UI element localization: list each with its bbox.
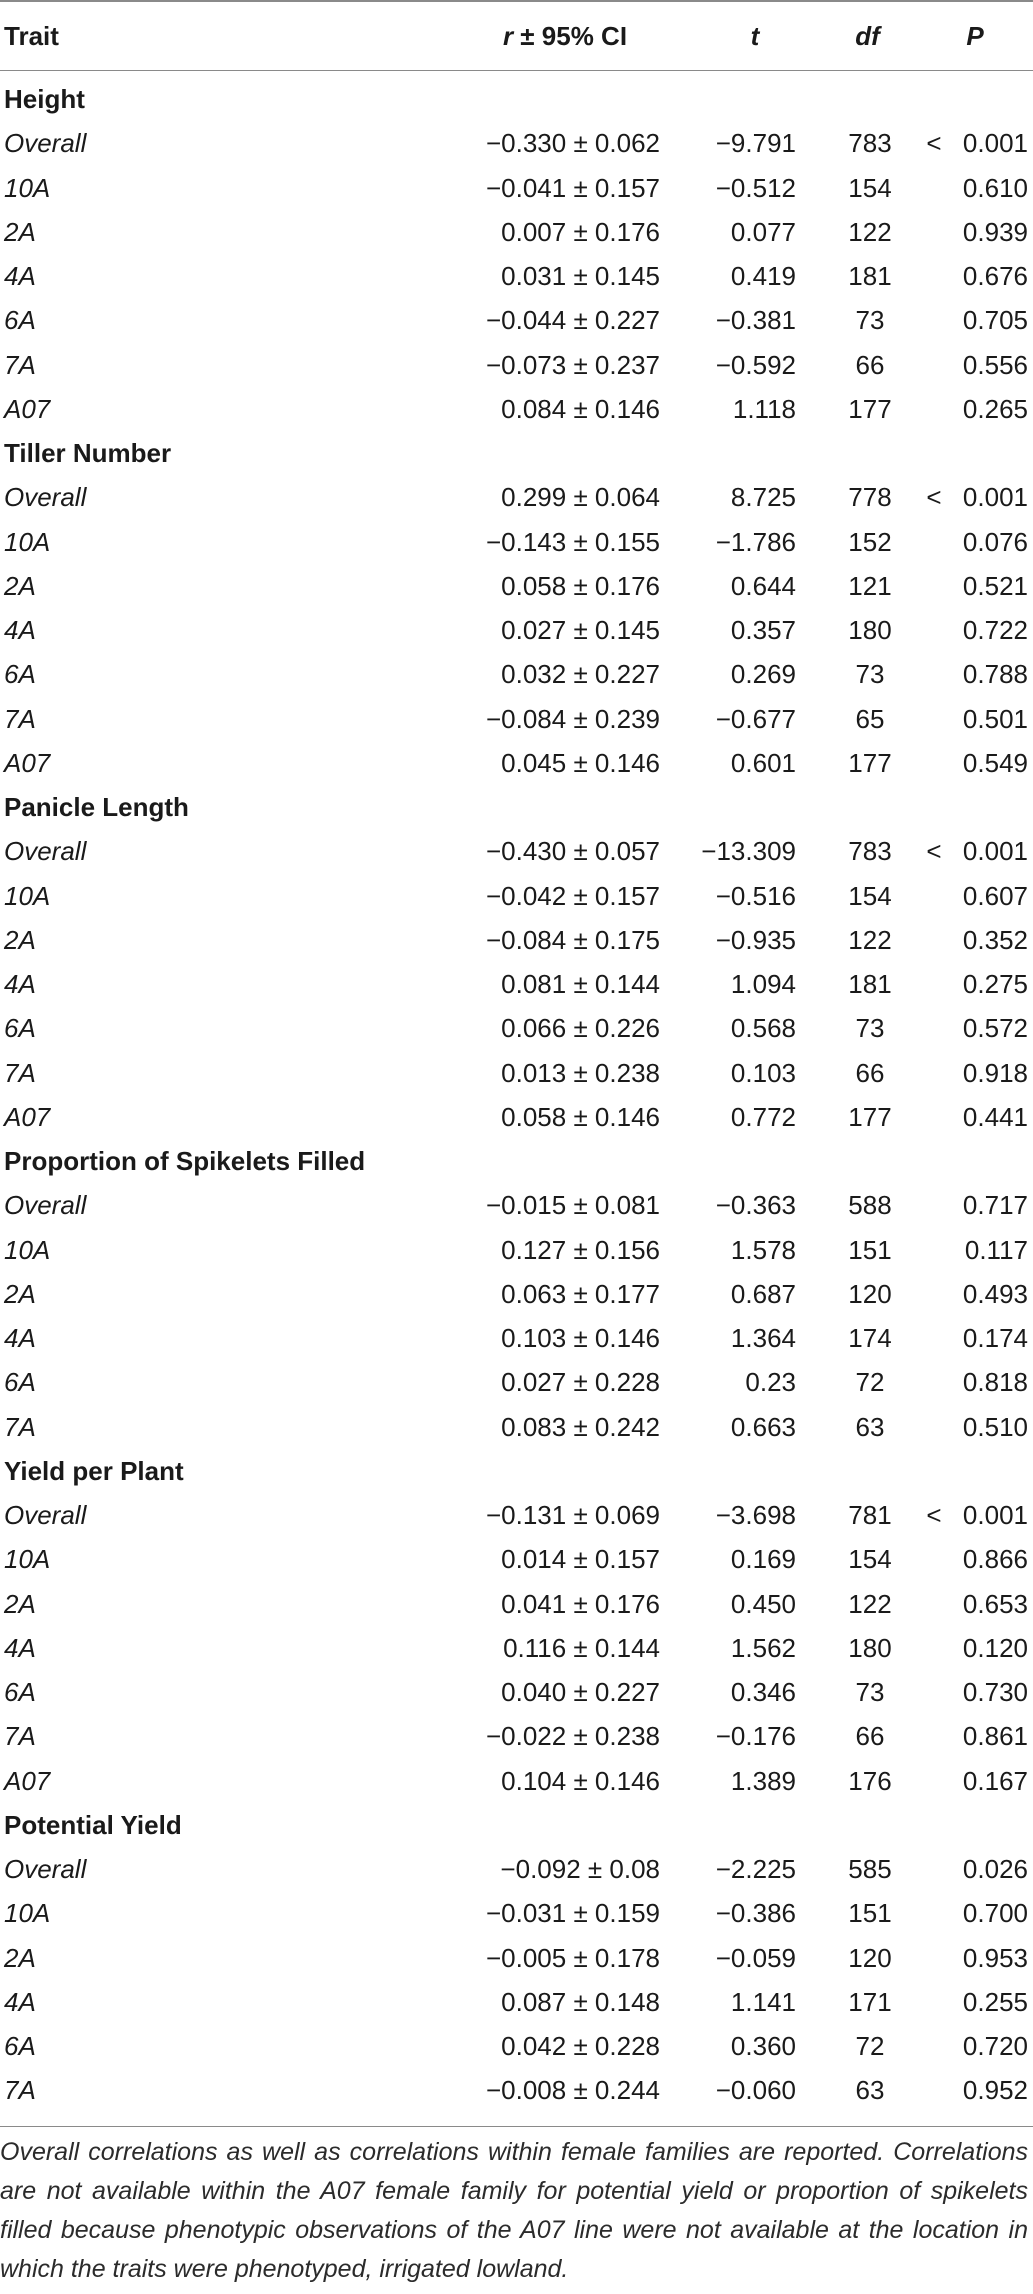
table-row xyxy=(0,254,1033,298)
row-less-than: < xyxy=(926,1500,942,1530)
row-t-value: 1.118 xyxy=(732,393,796,424)
row-p-value: 0.866 xyxy=(962,1544,1028,1575)
row-p-value: 0.717 xyxy=(962,1190,1028,1221)
table-row xyxy=(0,520,1033,564)
row-family-name: 7A xyxy=(4,1721,36,1752)
row-t-value: −0.677 xyxy=(715,703,796,734)
row-df-value: 180 xyxy=(848,1632,892,1663)
table-row xyxy=(0,1272,1033,1316)
row-p-value: 0.001 xyxy=(962,128,1028,159)
row-r-ci: 0.031 ± 0.145 xyxy=(501,261,660,291)
row-family-name: Overall xyxy=(4,1500,87,1530)
row-df-value: 171 xyxy=(848,1986,892,2017)
row-r-ci: −0.042 ± 0.157 xyxy=(485,880,660,911)
row-df-value: 176 xyxy=(848,1765,892,1796)
row-family-name: 10A xyxy=(4,1234,51,1265)
row-r-ci: 0.040 ± 0.227 xyxy=(501,1677,660,1707)
row-family-name: 2A xyxy=(4,1942,36,1973)
table-bottom-rule xyxy=(0,2126,1033,2127)
row-df-value: 154 xyxy=(848,1544,892,1575)
group-title: Panicle Length xyxy=(4,792,189,822)
row-family-name: 6A xyxy=(4,2031,36,2061)
row-df-value: 783 xyxy=(848,836,892,867)
row-family-name: 10A xyxy=(4,1544,51,1575)
row-t-value: 0.169 xyxy=(730,1544,796,1575)
row-t-value: 0.103 xyxy=(730,1057,796,1088)
row-df-value: 122 xyxy=(848,216,892,247)
row-p-value: 0.676 xyxy=(962,261,1028,291)
row-r-ci: 0.066 ± 0.226 xyxy=(501,1013,660,1044)
table-row xyxy=(0,918,1033,962)
row-df-value: 174 xyxy=(848,1323,892,1353)
row-t-value: −3.698 xyxy=(715,1500,796,1530)
row-r-ci: −0.084 ± 0.239 xyxy=(485,703,660,734)
table-row xyxy=(0,2024,1033,2068)
row-r-ci: 0.127 ± 0.156 xyxy=(501,1234,660,1265)
table-footnote: Overall correlations as well as correlations within female families are reported. Correlations are not available within the A07 female family for potential yield or proportion of spikelets filled because phenotypic observations of the A07 line were not available at the location in which the traits were phenotyped, irrigated lowland. xyxy=(0,2138,1028,2283)
row-r-ci: 0.013 ± 0.238 xyxy=(501,1057,660,1088)
table-row xyxy=(0,962,1033,1006)
group-header-row xyxy=(0,785,1033,829)
row-df-value: 72 xyxy=(855,1367,885,1398)
row-r-ci: −0.330 ± 0.062 xyxy=(485,128,660,159)
row-t-value: 0.568 xyxy=(730,1013,796,1044)
row-r-ci: 0.104 ± 0.146 xyxy=(501,1765,660,1796)
row-t-value: 0.360 xyxy=(730,2031,796,2061)
row-family-name: 7A xyxy=(4,2075,36,2106)
row-t-value: −0.935 xyxy=(715,924,796,955)
row-family-name: Overall xyxy=(4,482,87,513)
row-t-value: 0.601 xyxy=(730,747,796,778)
row-df-value: 151 xyxy=(848,1234,892,1265)
row-t-value: −0.060 xyxy=(715,2075,796,2106)
table-row xyxy=(0,1493,1033,1537)
row-p-value: 0.730 xyxy=(962,1677,1028,1707)
table-row xyxy=(0,1670,1033,1714)
row-df-value: 73 xyxy=(855,659,885,690)
row-r-ci: −0.015 ± 0.081 xyxy=(485,1190,660,1221)
group-title: Tiller Number xyxy=(4,438,172,468)
row-r-ci: 0.027 ± 0.145 xyxy=(501,615,660,645)
table-row xyxy=(0,343,1033,387)
group-header-row xyxy=(0,77,1033,121)
table-row xyxy=(0,697,1033,741)
row-family-name: A07 xyxy=(4,393,51,424)
row-t-value: 0.357 xyxy=(730,615,796,645)
table-row xyxy=(0,1051,1033,1095)
row-family-name: Overall xyxy=(4,128,87,159)
header-p: P xyxy=(966,21,984,51)
row-family-name: 10A xyxy=(4,172,51,203)
group-header-row xyxy=(0,1449,1033,1493)
row-family-name: 7A xyxy=(4,703,36,734)
row-t-value: −2.225 xyxy=(715,1854,796,1884)
table-row xyxy=(0,564,1033,608)
row-df-value: 120 xyxy=(848,1942,892,1973)
table-row xyxy=(0,1405,1033,1449)
row-df-value: 154 xyxy=(848,172,892,203)
row-df-value: 65 xyxy=(855,703,885,734)
row-t-value: 0.077 xyxy=(730,216,796,247)
row-df-value: 783 xyxy=(848,128,892,159)
row-less-than: < xyxy=(926,482,942,513)
row-df-value: 121 xyxy=(848,570,892,601)
row-r-ci: 0.081 ± 0.144 xyxy=(501,969,660,999)
row-family-name: 2A xyxy=(4,570,36,601)
row-t-value: −0.512 xyxy=(715,172,796,203)
row-p-value: 0.952 xyxy=(962,2075,1028,2106)
row-p-value: 0.722 xyxy=(962,615,1028,645)
row-df-value: 181 xyxy=(848,969,892,999)
row-p-value: 0.117 xyxy=(964,1234,1028,1265)
row-df-value: 73 xyxy=(855,305,885,336)
group-title: Potential Yield xyxy=(4,1809,182,1840)
row-df-value: 177 xyxy=(848,393,892,424)
table-row xyxy=(0,1626,1033,1670)
row-family-name: 7A xyxy=(4,1057,36,1088)
row-p-value: 0.501 xyxy=(962,703,1028,734)
row-df-value: 66 xyxy=(855,349,885,380)
table-row xyxy=(0,1582,1033,1626)
row-df-value: 151 xyxy=(848,1898,892,1929)
row-p-value: 0.556 xyxy=(962,349,1028,380)
row-p-value: 0.610 xyxy=(962,172,1028,203)
row-t-value: −9.791 xyxy=(715,128,796,159)
row-family-name: A07 xyxy=(4,1765,51,1796)
row-t-value: −0.363 xyxy=(715,1190,796,1221)
row-p-value: 0.653 xyxy=(962,1588,1028,1619)
header-trait: Trait xyxy=(4,21,59,51)
row-r-ci: −0.092 ± 0.08 xyxy=(500,1854,660,1884)
row-p-value: 0.275 xyxy=(962,969,1028,999)
row-r-ci: −0.143 ± 0.155 xyxy=(485,526,660,557)
row-df-value: 152 xyxy=(848,526,892,557)
table-body xyxy=(0,77,1033,2113)
table-row xyxy=(0,1891,1033,1935)
row-r-ci: 0.083 ± 0.242 xyxy=(501,1411,660,1442)
row-p-value: 0.818 xyxy=(962,1367,1028,1398)
row-family-name: 4A xyxy=(4,615,36,645)
row-df-value: 181 xyxy=(848,261,892,291)
row-t-value: 0.687 xyxy=(730,1278,796,1309)
table-row xyxy=(0,298,1033,342)
row-r-ci: −0.041 ± 0.157 xyxy=(485,172,660,203)
row-family-name: 6A xyxy=(4,659,36,690)
table-row xyxy=(0,741,1033,785)
group-header-row xyxy=(0,1803,1033,1847)
row-p-value: 0.700 xyxy=(962,1898,1028,1929)
header-r-symbol: r xyxy=(502,21,514,51)
row-t-value: 0.663 xyxy=(730,1411,796,1442)
row-family-name: 6A xyxy=(4,1013,36,1044)
row-p-value: 0.352 xyxy=(962,924,1028,955)
row-t-value: 1.562 xyxy=(730,1632,796,1663)
row-r-ci: 0.014 ± 0.157 xyxy=(501,1544,660,1575)
row-df-value: 120 xyxy=(848,1278,892,1309)
row-df-value: 73 xyxy=(855,1677,885,1707)
row-r-ci: −0.131 ± 0.069 xyxy=(485,1500,660,1530)
table-row xyxy=(0,1228,1033,1272)
row-family-name: 10A xyxy=(4,526,51,557)
row-t-value: −0.592 xyxy=(715,349,796,380)
table-row xyxy=(0,1759,1033,1803)
row-r-ci: 0.041 ± 0.176 xyxy=(501,1588,660,1619)
row-family-name: 6A xyxy=(4,1367,36,1398)
row-t-value: 1.141 xyxy=(730,1986,796,2017)
row-r-ci: 0.299 ± 0.064 xyxy=(501,482,660,513)
row-df-value: 66 xyxy=(855,1057,885,1088)
table-row xyxy=(0,608,1033,652)
row-df-value: 177 xyxy=(848,747,892,778)
row-family-name: 4A xyxy=(4,969,36,999)
row-family-name: 4A xyxy=(4,1323,36,1353)
row-df-value: 63 xyxy=(855,2075,885,2106)
row-r-ci: 0.027 ± 0.228 xyxy=(501,1367,660,1398)
row-p-value: 0.001 xyxy=(962,482,1028,513)
group-title: Yield per Plant xyxy=(4,1455,184,1486)
group-title: Proportion of Spikelets Filled xyxy=(4,1146,366,1176)
table-row xyxy=(0,1183,1033,1227)
row-family-name: 6A xyxy=(4,305,36,336)
row-df-value: 180 xyxy=(848,615,892,645)
group-header-row xyxy=(0,431,1033,475)
row-r-ci: −0.005 ± 0.178 xyxy=(485,1942,660,1973)
row-family-name: A07 xyxy=(4,1101,51,1132)
row-t-value: −0.059 xyxy=(715,1942,796,1973)
row-family-name: 10A xyxy=(4,880,51,911)
table-row xyxy=(0,1537,1033,1581)
row-family-name: Overall xyxy=(4,1854,87,1884)
row-df-value: 73 xyxy=(855,1013,885,1044)
row-r-ci: 0.116 ± 0.144 xyxy=(503,1632,660,1663)
row-less-than: < xyxy=(926,128,942,159)
table-row xyxy=(0,829,1033,873)
row-p-value: 0.861 xyxy=(962,1721,1028,1752)
table-row xyxy=(0,1316,1033,1360)
row-r-ci: 0.058 ± 0.146 xyxy=(501,1101,660,1132)
table-row xyxy=(0,1980,1033,2024)
row-p-value: 0.265 xyxy=(962,393,1028,424)
row-t-value: −0.176 xyxy=(715,1721,796,1752)
header-t: t xyxy=(750,21,760,51)
row-r-ci: −0.031 ± 0.159 xyxy=(485,1898,660,1929)
table-row xyxy=(0,475,1033,519)
row-family-name: 4A xyxy=(4,261,36,291)
table-row xyxy=(0,652,1033,696)
row-t-value: 1.389 xyxy=(730,1765,796,1796)
row-t-value: 1.364 xyxy=(730,1323,796,1353)
row-family-name: 7A xyxy=(4,1411,36,1442)
row-r-ci: −0.022 ± 0.238 xyxy=(485,1721,660,1752)
row-p-value: 0.174 xyxy=(962,1323,1028,1353)
table-row xyxy=(0,1360,1033,1404)
row-df-value: 585 xyxy=(848,1854,892,1884)
row-r-ci: 0.063 ± 0.177 xyxy=(501,1278,660,1309)
row-p-value: 0.255 xyxy=(962,1986,1028,2017)
row-family-name: Overall xyxy=(4,1190,87,1221)
row-t-value: −0.386 xyxy=(715,1898,796,1929)
row-df-value: 122 xyxy=(848,924,892,955)
row-r-ci: 0.058 ± 0.176 xyxy=(501,570,660,601)
row-family-name: 2A xyxy=(4,924,36,955)
row-family-name: 10A xyxy=(4,1898,51,1929)
row-r-ci: 0.103 ± 0.146 xyxy=(501,1323,660,1353)
table-row xyxy=(0,210,1033,254)
row-family-name: 2A xyxy=(4,1588,36,1619)
row-df-value: 63 xyxy=(855,1411,885,1442)
row-t-value: 8.725 xyxy=(730,482,796,513)
row-t-value: −13.309 xyxy=(701,836,796,867)
table-row xyxy=(0,387,1033,431)
group-header-row xyxy=(0,1139,1033,1183)
row-family-name: 4A xyxy=(4,1632,36,1663)
row-r-ci: −0.044 ± 0.227 xyxy=(485,305,660,336)
row-p-value: 0.953 xyxy=(962,1942,1028,1973)
row-t-value: 0.269 xyxy=(730,659,796,690)
table-row xyxy=(0,1006,1033,1050)
group-title: Height xyxy=(4,84,85,114)
row-r-ci: −0.008 ± 0.244 xyxy=(485,2075,660,2106)
row-r-ci: −0.430 ± 0.057 xyxy=(485,836,660,867)
row-df-value: 778 xyxy=(848,482,892,513)
row-r-ci: 0.084 ± 0.146 xyxy=(501,393,660,424)
row-family-name: 7A xyxy=(4,349,36,380)
row-family-name: A07 xyxy=(4,747,51,778)
row-r-ci: 0.087 ± 0.148 xyxy=(501,1986,660,2017)
row-t-value: 0.772 xyxy=(730,1101,796,1132)
row-df-value: 154 xyxy=(848,880,892,911)
row-p-value: 0.441 xyxy=(962,1101,1028,1132)
row-t-value: −1.786 xyxy=(715,526,796,557)
row-t-value: 0.644 xyxy=(730,570,796,601)
row-p-value: 0.001 xyxy=(962,1500,1028,1530)
row-p-value: 0.918 xyxy=(962,1057,1028,1088)
table-row xyxy=(0,1714,1033,1758)
row-r-ci: 0.032 ± 0.227 xyxy=(501,659,660,690)
row-t-value: 0.419 xyxy=(730,261,796,291)
row-df-value: 66 xyxy=(855,1721,885,1752)
row-p-value: 0.939 xyxy=(962,216,1028,247)
row-family-name: 2A xyxy=(4,216,36,247)
row-r-ci: 0.042 ± 0.228 xyxy=(501,2031,660,2061)
row-p-value: 0.720 xyxy=(962,2031,1028,2061)
row-family-name: 4A xyxy=(4,1986,36,2017)
row-p-value: 0.120 xyxy=(962,1632,1028,1663)
table-row xyxy=(0,121,1033,165)
row-p-value: 0.607 xyxy=(962,880,1028,911)
header-r-ci xyxy=(445,2,685,71)
row-t-value: −0.381 xyxy=(715,305,796,336)
table-row xyxy=(0,874,1033,918)
table-row xyxy=(0,1095,1033,1139)
row-r-ci: −0.073 ± 0.237 xyxy=(485,349,660,380)
row-family-name: 6A xyxy=(4,1677,36,1707)
row-t-value: 1.578 xyxy=(730,1234,796,1265)
row-p-value: 0.705 xyxy=(962,305,1028,336)
row-p-value: 0.572 xyxy=(962,1013,1028,1044)
row-p-value: 0.510 xyxy=(962,1411,1028,1442)
row-r-ci: 0.045 ± 0.146 xyxy=(501,747,660,778)
row-family-name: Overall xyxy=(4,836,87,867)
row-p-value: 0.521 xyxy=(962,570,1028,601)
header-r-rest: ± 95% CI xyxy=(513,21,628,51)
row-r-ci: −0.084 ± 0.175 xyxy=(485,924,660,955)
table-row xyxy=(0,2068,1033,2112)
row-df-value: 588 xyxy=(848,1190,892,1221)
row-p-value: 0.167 xyxy=(962,1765,1028,1796)
row-df-value: 781 xyxy=(848,1500,892,1530)
row-p-value: 0.788 xyxy=(962,659,1028,690)
row-df-value: 72 xyxy=(855,2031,885,2061)
row-df-value: 122 xyxy=(848,1588,892,1619)
table-header xyxy=(0,0,1033,71)
row-p-value: 0.493 xyxy=(962,1278,1028,1309)
row-r-ci: 0.007 ± 0.176 xyxy=(501,216,660,247)
table-row xyxy=(0,1936,1033,1980)
row-family-name: 2A xyxy=(4,1278,36,1309)
row-p-value: 0.549 xyxy=(962,747,1028,778)
row-t-value: 0.23 xyxy=(745,1367,796,1398)
table-row xyxy=(0,1847,1033,1891)
table-row xyxy=(0,166,1033,210)
row-t-value: 1.094 xyxy=(730,969,796,999)
row-p-value: 0.076 xyxy=(962,526,1028,557)
row-df-value: 177 xyxy=(848,1101,892,1132)
row-t-value: 0.450 xyxy=(730,1588,796,1619)
row-t-value: 0.346 xyxy=(730,1677,796,1707)
header-df: df xyxy=(855,21,880,51)
row-p-value: 0.001 xyxy=(962,836,1028,867)
row-less-than: < xyxy=(926,836,942,867)
row-p-value: 0.026 xyxy=(962,1854,1028,1884)
row-t-value: −0.516 xyxy=(715,880,796,911)
